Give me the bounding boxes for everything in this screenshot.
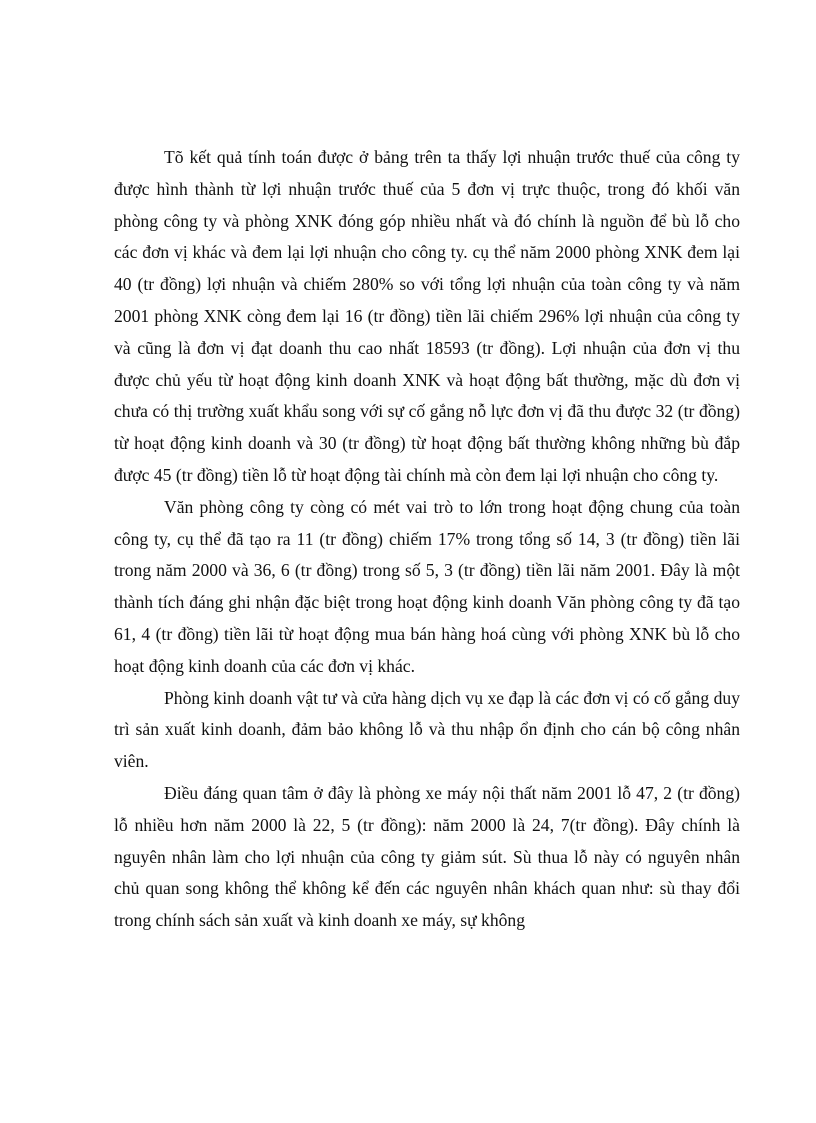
paragraph-profit-analysis: Tõ kết quả tính toán được ở bảng trên ta thấy lợi nhuận trước thuế của công ty được hình thành từ lợi nhuận trước thuế của 5 đơn vị trực thuộc, trong đó khối văn phòng công ty và phòng XNK đóng góp nhiều nhất và đó chính là nguồn để bù lỗ cho các đơn vị khác và đem lại lợi nhuận cho công ty. cụ thể năm 2000 phòng XNK đem lại 40 (tr đồng) lợi nhuận và chiếm 280% so với tổng lợi nhuận của toàn công ty và năm 2001 phòng XNK còng đem lại 16 (tr đồng) tiền lãi chiếm 296% lợi nhuận của công ty và cũng là đơn vị đạt doanh thu cao nhất 18593 (tr đồng). Lợi nhuận của đơn vị thu được chủ yếu từ hoạt động kinh doanh XNK và hoạt động bất thường, mặc dù đơn vị chưa có thị trường xuất khẩu song với sự cố gắng nỗ lực đơn vị đã thu được 32 (tr đồng) từ hoạt động kinh doanh và 30 (tr đồng) từ hoạt động bất thường không những bù đắp được 45 (tr đồng) tiền lỗ từ hoạt động tài chính mà còn đem lại lợi nhuận cho công ty.: [114, 147, 740, 485]
paragraph-company-office-role: Văn phòng công ty còng có mét vai trò to lớn trong hoạt động chung của toàn công ty, cụ thể đã tạo ra 11 (tr đồng) chiếm 17% trong tổng số 14, 3 (tr đồng) tiền lãi trong năm 2000 và 36, 6 (tr đồng) trong số 5, 3 (tr đồng) tiền lãi năm 2001. Đây là một thành tích đáng ghi nhận đặc biệt trong hoạt động kinh doanh Văn phòng công ty đã tạo 61, 4 (tr đồng) tiền lãi từ hoạt động mua bán hàng hoá cùng với phòng XNK bù lỗ cho hoạt động kinh doanh của các đơn vị khác.: [114, 496, 740, 676]
paragraph-materials-bicycle-units: Phòng kinh doanh vật tư và cửa hàng dịch vụ xe đạp là các đơn vị có cố gắng duy trì sản xuất kinh doanh, đảm bảo không lỗ và thu nhập ổn định cho cán bộ công nhân viên.: [114, 687, 740, 772]
paragraph-motorbike-losses: Điều đáng quan tâm ở đây là phòng xe máy nội thất năm 2001 lỗ 47, 2 (tr đồng) lỗ nhiều hơn năm 2000 là 22, 5 (tr đồng): năm 2000 là 24, 7(tr đồng). Đây chính là nguyên nhân làm cho lợi nhuận của công ty giảm sút. Sù thua lỗ này có nguyên nhân chủ quan song không thể không kể đến các nguyên nhân khách quan như: sù thay đổi trong chính sách sản xuất và kinh doanh xe máy, sự không: [114, 782, 740, 931]
document-body: [114, 142, 740, 937]
